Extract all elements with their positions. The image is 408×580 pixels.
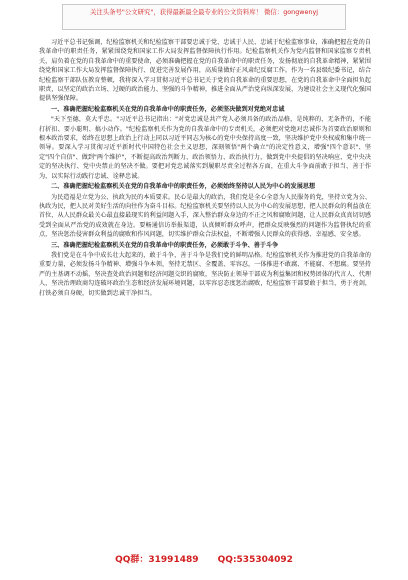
section-heading: 二、准确把握纪检监察机关在党的自我革命中的职责任务，必须始终坚持以人民为中心的发展思想	[51, 183, 316, 191]
body-paragraph: 我们党是在斗争中成长壮大起来的，敢于斗争、善于斗争是我们党的鲜明品格。纪检监察机关作为推进党的自我革命的重要力量，必须发扬斗争精神、增强斗争本领，坚持无禁区、全覆盖、零容忍，一体推进不敢腐、不能腐、不想腐。要坚持严的主基调不动摇，坚决查处政治问题和经济问题交织的腐败，坚决防止领导干部成为利益集团和权势团体的代言人、代理人，坚决治理政商勾连破坏政治生态和经济发展环境问题，以零容忍态度惩治腐败，纪检监察干部要敢于担当、勇于亮剑，打铁必须自身硬，切实做到忠诚干净担当。	[39, 251, 371, 297]
body-paragraph: "天下至德，莫大乎忠。"习近平总书记指出："对党忠诚是共产党人必须具备的政治品格，是纯粹的、无条件的，不能打折扣、要小聪明、搞小动作。"纪检监察机关作为党的自我革命中的专责机关，必须把对党绝对忠诚作为首要政治原则和根本政治要求，始终在思想上政治上行动上同以习近平同志为核心的党中央保持高度一致，坚决维护党中央权威和集中统一领导。要深入学习贯彻习近平新时代中国特色社会主义思想，深刻领悟"两个确立"的决定性意义，增强"四个意识"、坚定"四个自信"、做到"两个维护"，不断提高政治判断力、政治领悟力、政治执行力，做到党中央提倡的坚决响应、党中央决定的坚决执行、党中央禁止的坚决不做。要把对党忠诚落实到履职尽责全过程各方面，在重大斗争面前敢于担当、善于作为，以实际行动践行忠诚、诠释忠诚。	[39, 116, 371, 180]
footer-contact	[0, 552, 408, 565]
header-banner	[62, 4, 346, 30]
section-heading: 一、准确把握纪检监察机关在党的自我革命中的职责任务，必须坚决做到对党绝对忠诚	[51, 105, 285, 113]
body-paragraph: 为民造福是立党为公、执政为民的本质要求。民心是最大的政治，我们党是全心全意为人民服务的党，坚持立党为公、执政为民，把人民对美好生活的向往作为奋斗目标。纪检监察机关要坚持以人民为中心的发展思想，把人民群众的利益放在首位，从人民群众最关心最直接最现实的利益问题入手，深入整治群众身边的不正之风和腐败问题，让人民群众真真切切感受到全面从严治党的成效就在身边。要畅通信访举报渠道，认真倾听群众呼声，把群众反映强烈的问题作为监督执纪的重点，坚决惩治侵害群众利益的腐败和作风问题，切实维护群众合法权益，不断增强人民群众的获得感、幸福感、安全感。	[39, 193, 371, 239]
body-paragraph: 习近平总书记强调，纪检监察机关和纪检监察干部要忠诚于党、忠诚于人民、忠诚于纪检监察事业，准确把握在党的自我革命中的职责任务，紧紧围绕党和国家工作大局发挥监督保障执行作用。纪检监察机关作为党内监督和国家监察专责机关，肩负着在党的自我革命中的重要使命，必须准确把握在党的自我革命中的职责任务，发扬彻底的自我革命精神，紧紧围绕党和国家工作大局发挥监督保障执行、促进完善发展作用，高质量做好正风肃纪反腐工作。作为一名县级纪委书记，结合纪检监察干部队伍教育整顿，我将深入学习贯彻习近平总书记关于党的自我革命的重要思想，在党的自我革命中全面担负起职责，以坚定的政治立场、过硬的政治能力、坚强的斗争精神，推进全面从严治党向纵深发展，为建设社会主义现代化强国提供坚强保障。	[39, 39, 371, 103]
qq-group-label: QQ群：31991489	[115, 555, 199, 565]
section-heading: 三、准确把握纪检监察机关在党的自我革命中的职责任务，必须敢于斗争、善于斗争	[51, 241, 279, 249]
qq-label: QQ:535304092	[217, 555, 293, 565]
banner-line-1: 关注头条号"公文研究"，获得最新最全最专业的公文资料库！ 微信：gongwenyj	[89, 8, 319, 16]
document-body	[39, 38, 371, 299]
